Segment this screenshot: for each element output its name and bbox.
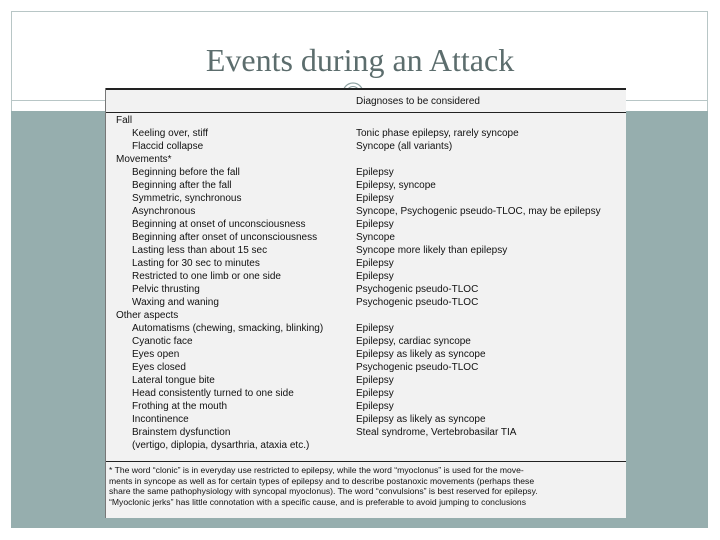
event-label: Symmetric, synchronous bbox=[132, 193, 242, 204]
event-label: Eyes closed bbox=[132, 362, 186, 373]
event-label: Beginning after onset of unconsciousness bbox=[132, 232, 318, 243]
table-row bbox=[106, 166, 626, 179]
table-row bbox=[106, 296, 626, 309]
table-row bbox=[106, 283, 626, 296]
diagnosis-value: Epilepsy bbox=[356, 401, 394, 412]
event-label: Pelvic thrusting bbox=[132, 284, 200, 295]
diagnosis-value: Psychogenic pseudo-TLOC bbox=[356, 284, 479, 295]
diagnosis-value: Psychogenic pseudo-TLOC bbox=[356, 297, 479, 308]
diagnosis-value: Steal syndrome, Vertebrobasilar TIA bbox=[356, 427, 517, 438]
diagnosis-value: Syncope bbox=[356, 232, 395, 243]
table-row bbox=[106, 244, 626, 257]
event-label: Waxing and waning bbox=[132, 297, 219, 308]
table-row bbox=[106, 400, 626, 413]
table-row bbox=[106, 257, 626, 270]
event-label: Beginning before the fall bbox=[132, 167, 240, 178]
table-row bbox=[106, 413, 626, 426]
event-label: Brainstem dysfunction bbox=[132, 427, 231, 438]
diagnosis-value: Syncope, Psychogenic pseudo-TLOC, may be epilepsy bbox=[356, 206, 601, 217]
event-label: Eyes open bbox=[132, 349, 180, 360]
event-label: Beginning at onset of unconsciousness bbox=[132, 219, 306, 230]
table-row bbox=[106, 426, 626, 439]
diagnosis-value: Syncope (all variants) bbox=[356, 141, 453, 152]
table-image bbox=[105, 88, 626, 518]
event-label: Frothing at the mouth bbox=[132, 401, 228, 412]
event-label: (vertigo, diplopia, dysarthria, ataxia etc.) bbox=[132, 440, 310, 451]
diagnosis-value: Epilepsy bbox=[356, 323, 394, 334]
event-label: Lasting less than about 15 sec bbox=[132, 245, 268, 256]
table-row bbox=[106, 387, 626, 400]
slide-side-band-right bbox=[625, 111, 708, 528]
table-footer-rule bbox=[106, 461, 626, 462]
event-label: Automatisms (chewing, smacking, blinking) bbox=[132, 323, 324, 334]
diagnosis-value: Epilepsy as likely as syncope bbox=[356, 414, 486, 425]
diagnosis-value: Epilepsy bbox=[356, 271, 394, 282]
diagnosis-value: Epilepsy, cardiac syncope bbox=[356, 336, 471, 347]
diagnosis-value: Epilepsy bbox=[356, 388, 394, 399]
table-row bbox=[106, 335, 626, 348]
diagnosis-value: Epilepsy bbox=[356, 193, 394, 204]
table-row bbox=[106, 374, 626, 387]
event-label: Movements* bbox=[116, 154, 172, 165]
slide-title: Events during an Attack bbox=[205, 42, 515, 78]
slide-side-band-left bbox=[11, 111, 105, 528]
event-label: Keeling over, stiff bbox=[132, 128, 208, 139]
table-row bbox=[106, 439, 626, 452]
table-row bbox=[106, 322, 626, 335]
table-top-rule bbox=[106, 88, 626, 90]
table-row bbox=[106, 270, 626, 283]
table-row bbox=[106, 218, 626, 231]
diagnosis-value: Syncope more likely than epilepsy bbox=[356, 245, 508, 256]
diagnosis-value: Tonic phase epilepsy, rarely syncope bbox=[356, 128, 519, 139]
footnote-line: “Myoclonic jerks” has little connotation with a specific cause, and is preferable to avoid jumping to conclusions bbox=[109, 496, 527, 507]
table-body bbox=[106, 114, 626, 452]
diagnosis-value: Epilepsy bbox=[356, 375, 394, 386]
table-row bbox=[106, 179, 626, 192]
table-section-row bbox=[106, 114, 626, 127]
footnote-line: ments in syncope as well as for certain types of epilepsy and to describe postanoxic movements (perhaps these bbox=[109, 475, 535, 486]
table-section-row bbox=[106, 309, 626, 322]
diagnosis-value: Epilepsy as likely as syncope bbox=[356, 349, 486, 360]
event-label: Lasting for 30 sec to minutes bbox=[132, 258, 260, 269]
event-label: Restricted to one limb or one side bbox=[132, 271, 281, 282]
diagnosis-value: Epilepsy bbox=[356, 219, 394, 230]
diagnosis-value: Epilepsy, syncope bbox=[356, 180, 436, 191]
event-label: Flaccid collapse bbox=[132, 141, 204, 152]
table-row bbox=[106, 348, 626, 361]
event-label: Head consistently turned to one side bbox=[132, 388, 294, 399]
table-row bbox=[106, 231, 626, 244]
event-label: Lateral tongue bite bbox=[132, 375, 215, 386]
table-row bbox=[106, 361, 626, 374]
diagnosis-value: Psychogenic pseudo-TLOC bbox=[356, 362, 479, 373]
event-label: Fall bbox=[116, 115, 133, 126]
footnote-line: * The word “clonic” is in everyday use restricted to epilepsy, while the word “myoclonus” is used for the move- bbox=[109, 465, 524, 475]
table-row bbox=[106, 192, 626, 205]
table-header-rule bbox=[106, 112, 626, 113]
table-section-row bbox=[106, 153, 626, 166]
table-row bbox=[106, 205, 626, 218]
table-header-diagnoses: Diagnoses to be considered bbox=[356, 96, 480, 107]
diagnosis-value: Epilepsy bbox=[356, 258, 394, 269]
event-label: Incontinence bbox=[132, 414, 189, 425]
event-label: Cyanotic face bbox=[132, 336, 193, 347]
footnote-line: share the same pathophysiology with syncopal myoclonus). The word “convulsions” is best reserved for epilepsy. bbox=[109, 486, 538, 497]
event-label: Asynchronous bbox=[132, 206, 196, 217]
table-row bbox=[106, 140, 626, 153]
diagnosis-value: Epilepsy bbox=[356, 167, 394, 178]
event-label: Beginning after the fall bbox=[132, 180, 232, 191]
table-row bbox=[106, 127, 626, 140]
event-label: Other aspects bbox=[116, 310, 179, 321]
table-footnote bbox=[109, 465, 625, 507]
